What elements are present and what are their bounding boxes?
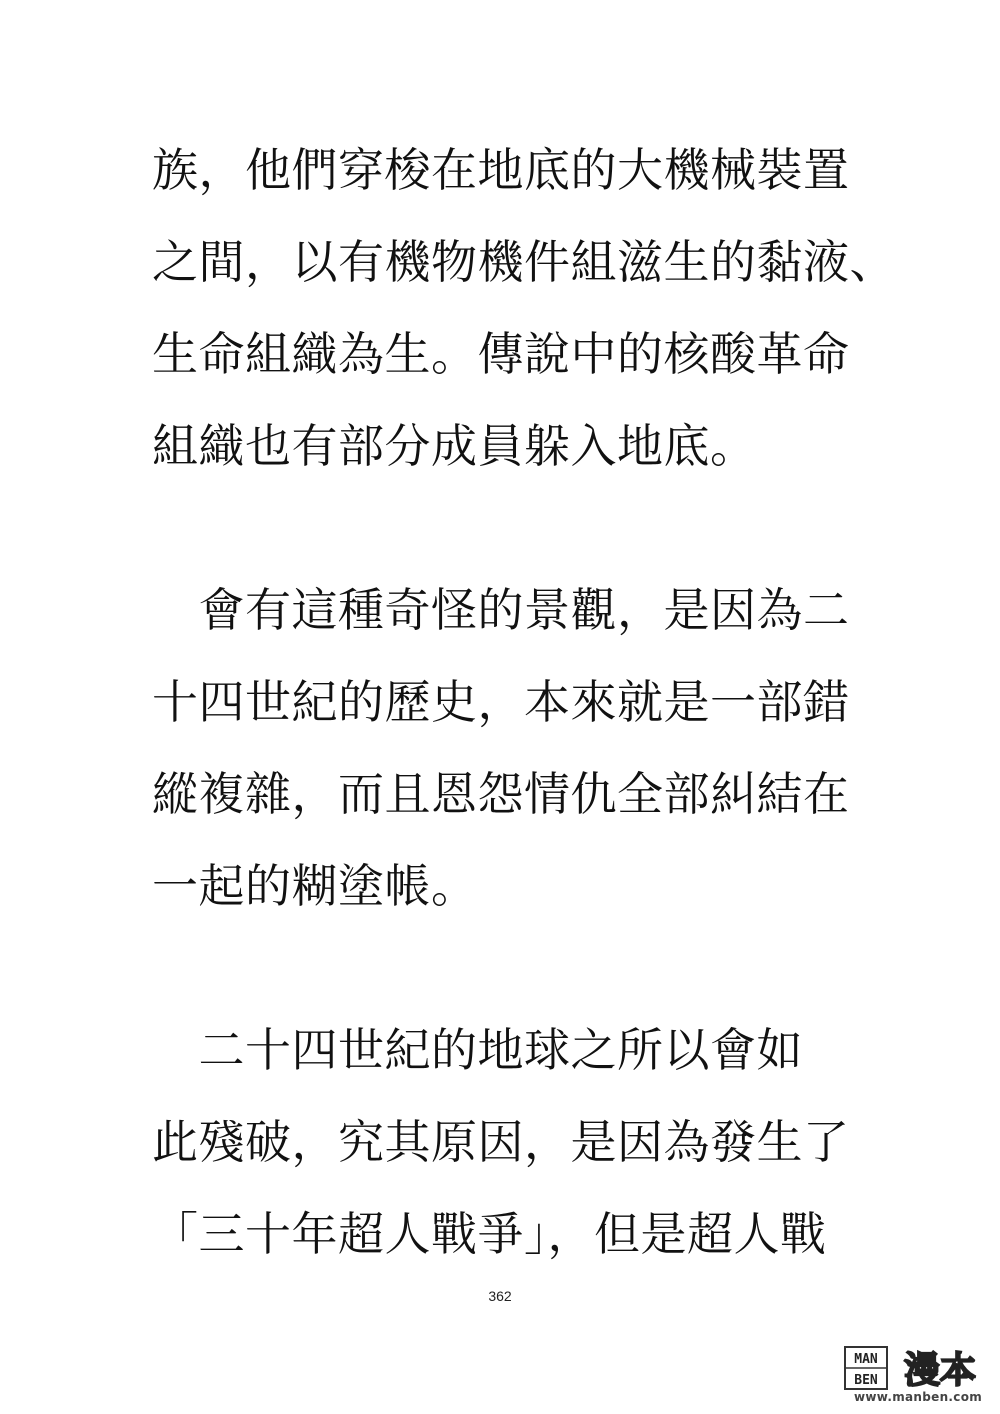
site-watermark (844, 1346, 992, 1408)
text-line: 「三十年超人戰爭」，但是超人戰 (152, 1207, 827, 1261)
text-line: 族，他們穿梭在地底的大機械裝置 (152, 143, 850, 197)
text-line: 十四世紀的歷史，本來就是一部錯 (152, 675, 850, 729)
body-text (152, 124, 896, 1280)
text-line: 一起的糊塗帳。 (152, 859, 478, 913)
text-line: 之間，以有機物機件組滋生的黏液、 (152, 235, 896, 289)
text-line: 縱複雜，而且恩怨情仇全部糾結在 (152, 767, 850, 821)
watermark-url: www.manben.com (853, 1390, 983, 1404)
svg-text:漫本: 漫本 (903, 1350, 977, 1390)
svg-text:MAN: MAN (854, 1352, 878, 1367)
text-line: 會有這種奇怪的景觀，是因為二 (152, 583, 850, 637)
text-line: 生命組織為生。傳說中的核酸革命 (152, 327, 850, 381)
manben-logo-icon (844, 1346, 992, 1390)
text-line: 組織也有部分成員躲入地底。 (152, 419, 757, 473)
svg-text:BEN: BEN (854, 1373, 878, 1388)
text-line: 二十四世紀的地球之所以會如 (152, 1023, 803, 1077)
page-number: 362 (488, 1288, 512, 1304)
text-line: 此殘破，究其原因，是因為發生了 (152, 1115, 850, 1169)
